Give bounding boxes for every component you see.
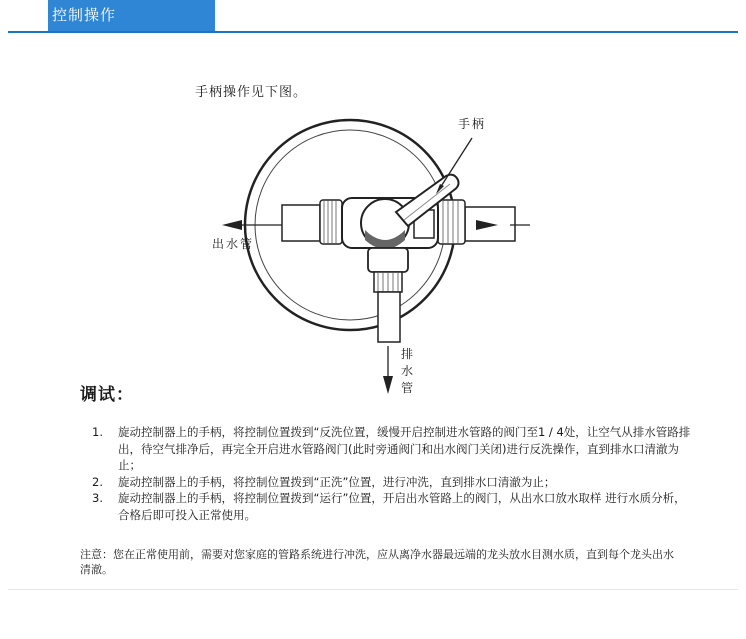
- outlet-coupling: [320, 200, 342, 244]
- usage-note: 注意：您在正常使用前，需要对您家庭的管路系统进行冲洗，应从离净水器最远端的龙头放水目测水质，直到每个龙头出水清澈。: [80, 548, 674, 576]
- valve-diagram: [200, 110, 560, 400]
- debug-step: [92, 474, 692, 491]
- step-text: 旋动控制器上的手柄，将控制位置拨到“反洗位置，缓慢开启控制进水管路的阀门至1 / 4处，让空气从排水管路排出，待空气排净后，再完全开启进水管路阀门(此时旁通阀门和出水阀门关闭)进行反洗操作，直到排水口清澈为止；: [118, 425, 691, 472]
- step-number: 1.: [92, 425, 103, 439]
- debug-step: [92, 490, 692, 523]
- step-number: 3.: [92, 491, 103, 505]
- handle-label: 手柄: [458, 117, 487, 131]
- outlet-arrow-head: [222, 220, 242, 230]
- drain-connector: [368, 248, 408, 272]
- footer-divider: [8, 589, 738, 590]
- debug-steps: [92, 424, 692, 523]
- step-text: 旋动控制器上的手柄，将控制位置拨到“运行”位置，开启出水管路上的阀门，从出水口放水取样 进行水质分析，合格后即可投入正常使用。: [118, 491, 686, 522]
- step-text: 旋动控制器上的手柄，将控制位置拨到“正洗”位置，进行冲洗，直到排水口清澈为止；: [118, 474, 556, 489]
- drain-pipe-label: 排水管: [400, 347, 413, 395]
- outlet-pipe: [282, 205, 320, 241]
- section-header-bar: [8, 0, 738, 33]
- section-title: 控制操作: [52, 6, 117, 24]
- step-number: 2.: [92, 474, 103, 489]
- outlet-pipe-label: 出水管: [212, 237, 255, 251]
- inlet-coupling: [438, 200, 465, 244]
- debug-heading: 调试：: [80, 385, 134, 405]
- debug-step: [92, 424, 692, 474]
- intro-text: 手柄操作见下图。: [195, 85, 308, 100]
- drain-pipe: [378, 292, 400, 342]
- drain-arrow-head: [383, 376, 393, 394]
